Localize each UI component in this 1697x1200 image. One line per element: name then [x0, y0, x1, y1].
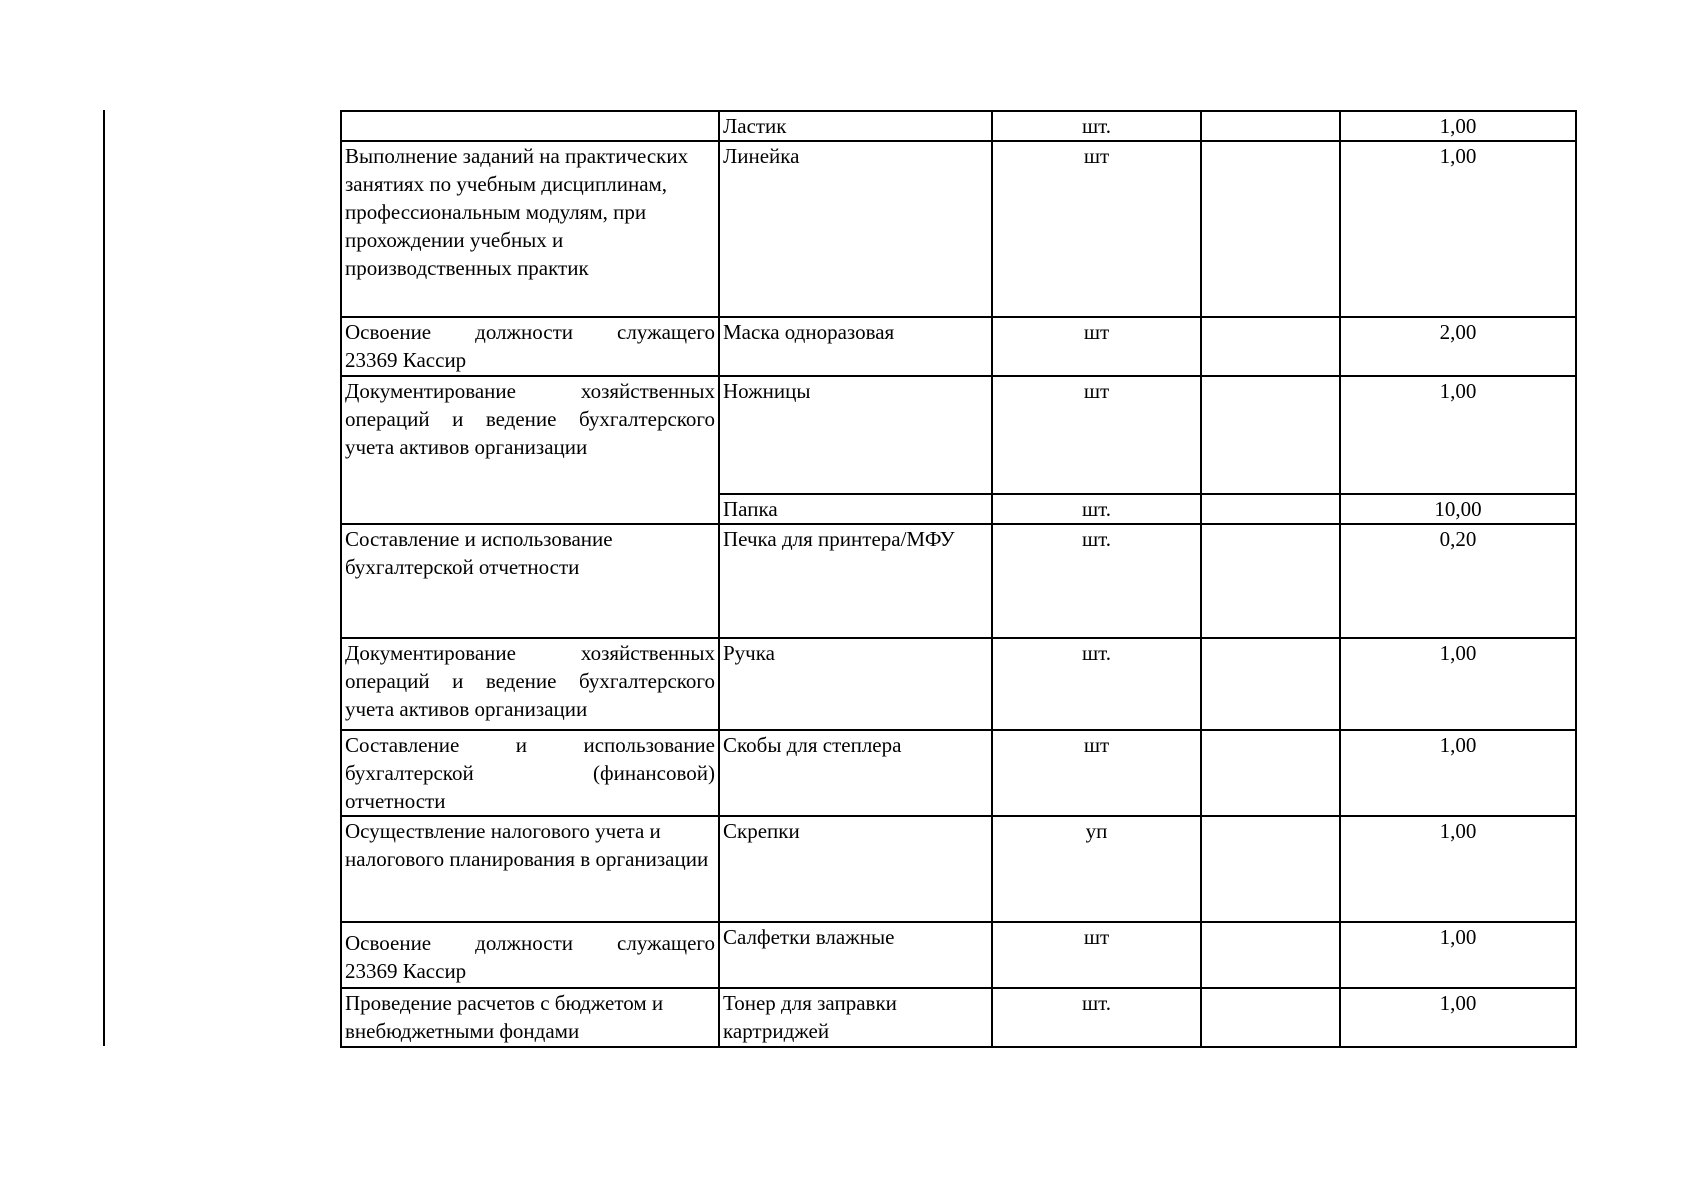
- extra-cell: [1201, 494, 1340, 524]
- item-cell: Папка: [719, 494, 992, 524]
- activity-cell: [341, 730, 719, 816]
- table-row: [341, 376, 1576, 494]
- supplies-table: [340, 110, 1577, 1048]
- extra-cell: [1201, 988, 1340, 1047]
- activity-line: учета активов организации: [345, 435, 588, 459]
- unit-cell: шт: [992, 376, 1201, 494]
- qty-cell: 1,00: [1340, 141, 1576, 317]
- unit-cell: шт.: [992, 111, 1201, 141]
- unit-cell: шт.: [992, 494, 1201, 524]
- table-row: [341, 317, 1576, 376]
- extra-cell: [1201, 638, 1340, 730]
- unit-cell: шт.: [992, 524, 1201, 638]
- left-margin-line: [103, 110, 105, 1046]
- extra-cell: [1201, 141, 1340, 317]
- table-row: [341, 922, 1576, 988]
- activity-line: 23369 Кассир: [345, 959, 467, 983]
- activity-line: 23369 Кассир: [345, 348, 467, 372]
- item-cell: Линейка: [719, 141, 992, 317]
- activity-line: операций и ведение бухгалтерского: [345, 407, 715, 431]
- qty-cell: 1,00: [1340, 922, 1576, 988]
- activity-line: Освоение должности служащего: [345, 931, 715, 955]
- table-row: [341, 816, 1576, 922]
- table-row: [341, 988, 1576, 1047]
- item-cell: Скобы для степлера: [719, 730, 992, 816]
- item-cell: Маска одноразовая: [719, 317, 992, 376]
- table-row: [341, 141, 1576, 317]
- activity-cell: [341, 638, 719, 730]
- item-cell: Печка для принтера/МФУ: [719, 524, 992, 638]
- activity-line: Составление и использование: [345, 733, 715, 757]
- table-row: [341, 111, 1576, 141]
- activity-line: операций и ведение бухгалтерского: [345, 669, 715, 693]
- qty-cell: 1,00: [1340, 111, 1576, 141]
- extra-cell: [1201, 922, 1340, 988]
- item-cell: Ручка: [719, 638, 992, 730]
- activity-line: Освоение должности служащего: [345, 320, 715, 344]
- unit-cell: шт.: [992, 988, 1201, 1047]
- qty-cell: 1,00: [1340, 730, 1576, 816]
- unit-cell: шт: [992, 317, 1201, 376]
- extra-cell: [1201, 376, 1340, 494]
- unit-cell: шт: [992, 922, 1201, 988]
- qty-cell: 2,00: [1340, 317, 1576, 376]
- qty-cell: 1,00: [1340, 988, 1576, 1047]
- activity-cell: Составление и использование бухгалтерской отчетности: [341, 524, 719, 638]
- activity-cell: Осуществление налогового учета и налогового планирования в организации: [341, 816, 719, 922]
- activity-line: учета активов организации: [345, 697, 588, 721]
- item-cell: Тонер для заправки картриджей: [719, 988, 992, 1047]
- qty-cell: 10,00: [1340, 494, 1576, 524]
- unit-cell: уп: [992, 816, 1201, 922]
- extra-cell: [1201, 524, 1340, 638]
- qty-cell: 1,00: [1340, 638, 1576, 730]
- activity-cell: Выполнение заданий на практических занятиях по учебным дисциплинам, профессиональным модулям, при прохождении учебных и производственных практик: [341, 141, 719, 317]
- unit-cell: шт: [992, 730, 1201, 816]
- table-row: [341, 524, 1576, 638]
- extra-cell: [1201, 730, 1340, 816]
- activity-cell: Проведение расчетов с бюджетом и внебюджетными фондами: [341, 988, 719, 1047]
- item-cell: Ластик: [719, 111, 992, 141]
- activity-cell: [341, 922, 719, 988]
- extra-cell: [1201, 816, 1340, 922]
- item-cell: Скрепки: [719, 816, 992, 922]
- extra-cell: [1201, 317, 1340, 376]
- qty-cell: 1,00: [1340, 816, 1576, 922]
- unit-cell: шт: [992, 141, 1201, 317]
- qty-cell: 1,00: [1340, 376, 1576, 494]
- extra-cell: [1201, 111, 1340, 141]
- activity-cell: [341, 376, 719, 524]
- item-cell: Салфетки влажные: [719, 922, 992, 988]
- activity-line: отчетности: [345, 789, 446, 813]
- unit-cell: шт.: [992, 638, 1201, 730]
- qty-cell: 0,20: [1340, 524, 1576, 638]
- table-row: [341, 730, 1576, 816]
- activity-cell: [341, 317, 719, 376]
- table-row: [341, 638, 1576, 730]
- activity-line: Документирование хозяйственных: [345, 379, 715, 403]
- item-cell: Ножницы: [719, 376, 992, 494]
- activity-line: бухгалтерской (финансовой): [345, 761, 715, 785]
- activity-cell: [341, 111, 719, 141]
- activity-line: Документирование хозяйственных: [345, 641, 715, 665]
